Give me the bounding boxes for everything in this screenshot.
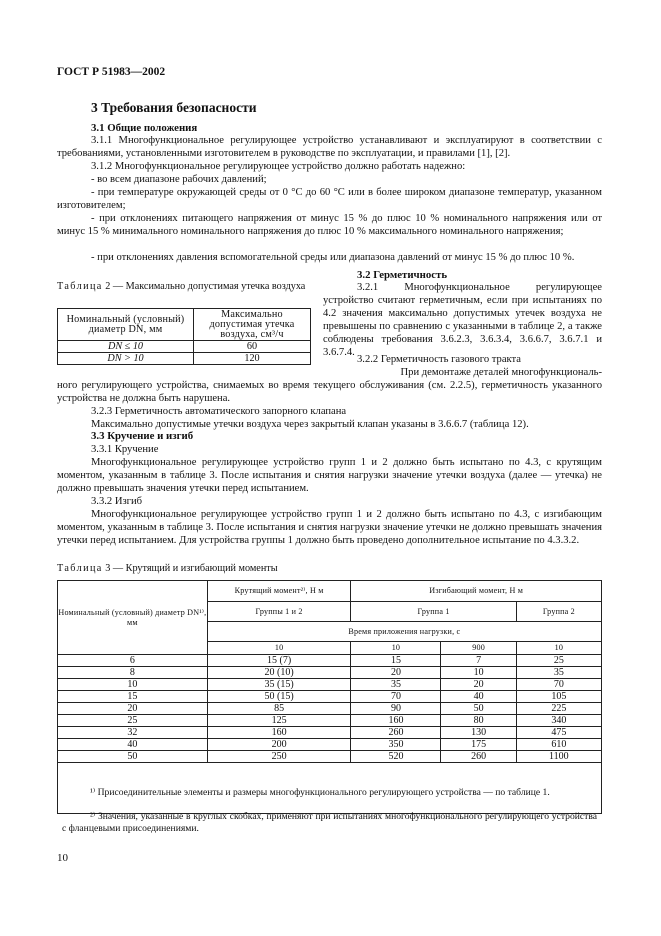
table-cell: 10 [441,667,516,679]
table-cell: 160 [351,715,441,727]
table-cell: 50 [58,751,208,763]
table3-header-bend: Изгибающий момент, Н м [351,581,602,602]
paragraph-3-3-2: Многофункциональное регулирующее устройство групп 1 и 2 должно быть испытано по 4.3, с изгибающим моментом, указанным в таблице 3. После испытания и снятия нагрузки значение утечки не должно превышать значения утечки перед испытанием. Для устройства группы 1 должно быть проведено дополнительное испытание по 4.3.3.2. [57,509,602,546]
table-cell: DN > 10 [58,353,194,365]
table-row [58,655,602,667]
table-row [58,751,602,763]
table-cell: 15 (7) [207,655,351,667]
paragraph-3-2-2-title: 3.2.2 Герметичность газового тракта [357,354,522,365]
subsection-3-1-title: 3.1 Общие положения [91,122,198,134]
table-cell: 20 (10) [207,667,351,679]
table3 [57,580,602,814]
table-cell: 6 [58,655,208,667]
table-cell: 90 [351,703,441,715]
table-cell: 35 (15) [207,679,351,691]
table3-header-groups-1-2: Группы 1 и 2 [207,602,351,622]
table-cell: 20 [351,667,441,679]
table-cell: 250 [207,751,351,763]
table3-caption [57,563,278,574]
table2-caption-text: 2 — Максимально допустимая утечка воздуха [105,281,306,292]
table-cell: 200 [207,739,351,751]
paragraph-3-2-3-title: 3.2.3 Герметичность автоматического запорного клапана [91,406,347,417]
table-cell: 1100 [516,751,601,763]
paragraph-3-3-1-title: 3.3.1 Кручение [91,444,159,455]
table-cell: DN ≤ 10 [58,341,194,353]
table-cell: 125 [207,715,351,727]
paragraph-3-2-2-end: ного регулирующего устройства, снимаемых во время текущего обслуживания (см. 2.2.5), герметичность указанного устройства не должна быть нарушена. [57,380,602,404]
subsection-3-2-title: 3.2 Герметичность [357,269,448,281]
table-cell: 105 [516,691,601,703]
table-cell: 130 [441,727,516,739]
table-cell: 225 [516,703,601,715]
footnote-2: ²⁾ Значения, указанные в круглых скобках, применяют при испытаниях многофункционального регулирующего устройства с фланцевыми присоединениями. [62,811,597,834]
table-cell: 32 [58,727,208,739]
table-row [58,679,602,691]
table3-time-cell: 10 [207,642,351,655]
subsection-3-3-title: 3.3 Кручение и изгиб [91,430,194,442]
table-cell: 35 [516,667,601,679]
table-cell: 340 [516,715,601,727]
table-cell: 15 [58,691,208,703]
table3-header-time: Время приложения нагрузки, с [207,622,601,642]
table-cell: 80 [441,715,516,727]
table-row [58,703,602,715]
paragraph-3-3-2-title: 3.3.2 Изгиб [91,496,143,507]
table-cell: 25 [58,715,208,727]
table-cell: 60 [194,341,311,353]
table-row [58,715,602,727]
table2 [57,308,311,365]
table-cell: 7 [441,655,516,667]
table3-header-group-1: Группа 1 [351,602,516,622]
table-cell: 70 [351,691,441,703]
paragraph-3-2-1: 3.2.1 Многофункциональное регулирующее устройство считают герметичным, если при испытаниях по 4.2 значения максимально допустимых утечек воздуха не превышены по сравнению с указанными в таблице 2, а также соблюдены требования 3.6.2.3, 3.6.3.4, 3.6.6.7, 3.6.7.1 и 3.6.7.4. [323,282,602,358]
table-cell: 50 (15) [207,691,351,703]
table3-header-group-2: Группа 2 [516,602,601,622]
table-cell: 35 [351,679,441,691]
table2-header-dn: Номинальный (условный) диаметр DN, мм [58,309,194,341]
table-cell: 10 [58,679,208,691]
section-title: 3 Требования безопасности [91,100,257,115]
table-row [58,691,602,703]
table-row [58,727,602,739]
table-cell: 40 [58,739,208,751]
table3-header-dn: Номинальный (условный) диаметр DN¹⁾, мм [58,581,208,655]
table3-caption-text: 3 — Крутящий и изгибающий моменты [105,563,278,574]
table-cell: 40 [441,691,516,703]
footnote-1: ¹⁾ Присоединительные элементы и размеры многофункционального регулирующего устройства — по таблице 1. [90,787,550,798]
table2-caption [57,281,312,293]
table-cell: 15 [351,655,441,667]
table3-time-cell: 10 [516,642,601,655]
table-cell: 8 [58,667,208,679]
table3-time-cell: 10 [351,642,441,655]
table-cell: 25 [516,655,601,667]
table-row [58,667,602,679]
table-cell: 610 [516,739,601,751]
table-cell: 260 [441,751,516,763]
paragraph-3-2-2-start: При демонтаже деталей многофункциональ- [400,367,602,378]
table-cell: 50 [441,703,516,715]
table2-header-leak: Максимально допустимая утечка воздуха, см³/ч [194,309,311,341]
table-cell: 160 [207,727,351,739]
table-cell: 520 [351,751,441,763]
page-number: 10 [57,852,68,864]
table-cell: 85 [207,703,351,715]
paragraph-3-3-1: Многофункциональное регулирующее устройство групп 1 и 2 должно быть испытано по 4.3, с крутящим моментом, указанным в таблице 3. После испытания и снятия нагрузки значение утечки воздуха (далее — утечка) не должно превышать значения утечки перед испытанием. [57,457,602,494]
list-item: - при отклонениях питающего напряжения от минус 15 % до плюс 10 % номинального напряжения или от минус 15 % минимального номинального напряжения до плюс 10 % максимального номинального напряжения; [57,213,602,237]
table-cell: 175 [441,739,516,751]
list-item: - при температуре окружающей среды от 0 °С до 60 °С или в более широком диапазоне температур, указанном изготовителем; [57,187,602,211]
table-cell: 20 [58,703,208,715]
table-cell: 260 [351,727,441,739]
table2-caption-word: Таблица [57,281,103,292]
list-item: - во всем диапазоне рабочих давлений; [91,174,267,185]
list-item: - при отклонениях давления вспомогательной среды или диапазона давлений от минус 15 % до плюс 10 %. [91,252,575,263]
paragraph-3-2-3: Максимально допустимые утечки воздуха через закрытый клапан указаны в 3.6.6.7 (таблица 12). [91,419,529,430]
document-id: ГОСТ Р 51983—2002 [57,66,166,78]
table-row [58,739,602,751]
table-cell: 20 [441,679,516,691]
table3-header-torque: Крутящий момент²⁾, Н м [207,581,351,602]
paragraph-3-1-1: 3.1.1 Многофункциональное регулирующее устройство устанавливают и эксплуатируют в соответствии с требованиями, установленными изготовителем в руководстве по эксплуатации, и правилами [1], [2]. [57,135,602,159]
table-cell: 120 [194,353,311,365]
paragraph-3-1-2: 3.1.2 Многофункциональное регулирующее устройство должно работать надежно: [91,161,466,172]
table-cell: 475 [516,727,601,739]
table3-caption-word: Таблица [57,563,103,574]
table-cell: 70 [516,679,601,691]
table3-time-cell: 900 [441,642,516,655]
table-cell: 350 [351,739,441,751]
